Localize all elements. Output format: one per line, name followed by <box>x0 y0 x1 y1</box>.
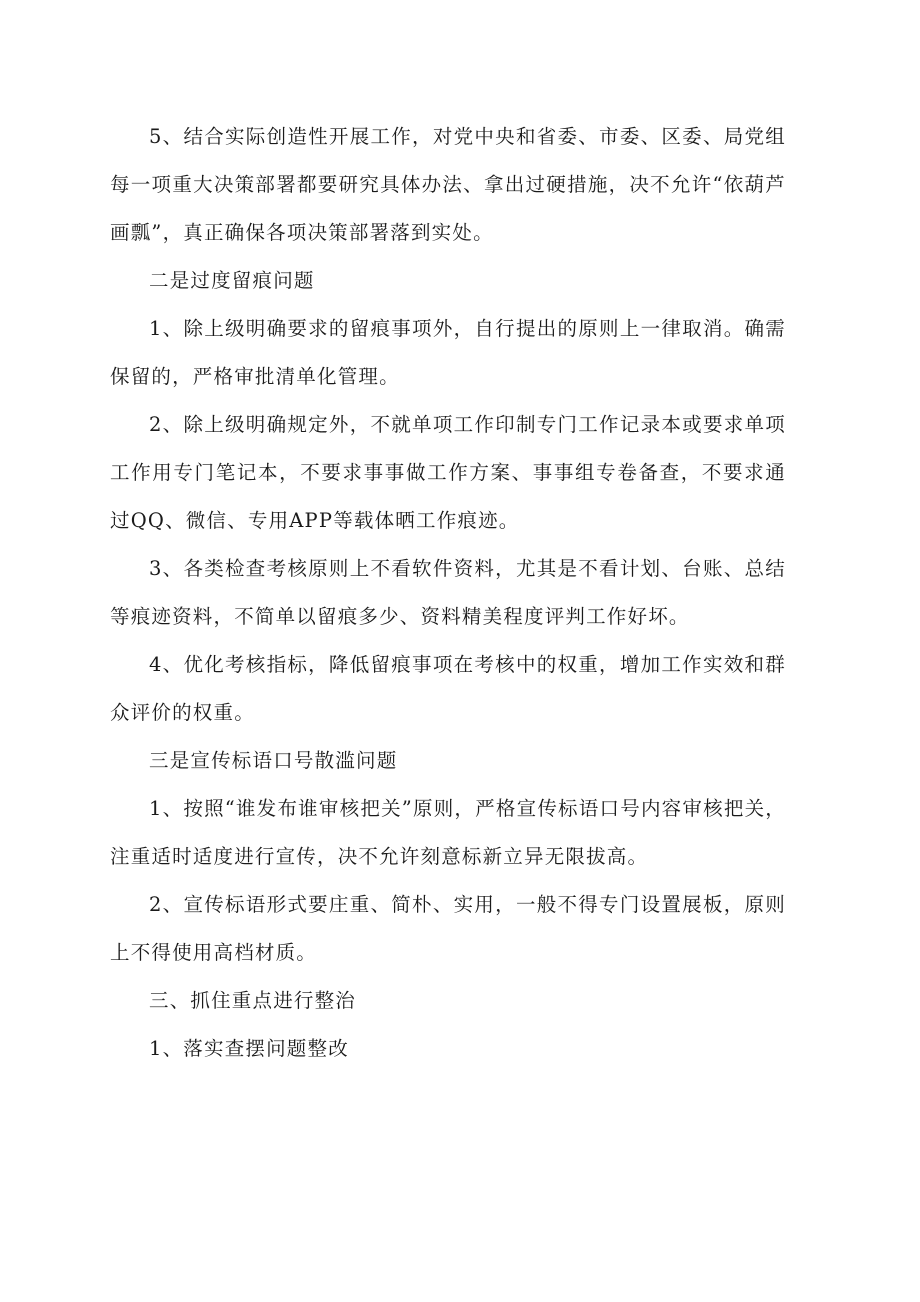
section-heading-excessive-traces: 二是过度留痕问题 <box>149 269 315 292</box>
paragraph-trace-item-1: 1、除上级明确要求的留痕事项外，自行提出的原则上一律取消。确需保留的，严格审批清单化管理。 <box>110 317 786 388</box>
paragraph-trace-item-4: 4、优化考核指标，降低留痕事项在考核中的权重，增加工作实效和群众评价的权重。 <box>110 653 786 724</box>
paragraph-trace-item-2: 2、除上级明确规定外，不就单项工作印制专门工作记录本或要求单项工作用专门笔记本，不要求事事做工作方案、事事组专卷备查，不要求通过QQ、微信、专用APP等载体晒工作痕迹。 <box>110 413 786 532</box>
document-body <box>110 113 786 1073</box>
paragraph-slogan-item-2: 2、宣传标语形式要庄重、简朴、实用，一般不得专门设置展板，原则上不得使用高档材质。 <box>110 893 786 964</box>
section-heading-slogans: 三是宣传标语口号散滥问题 <box>149 749 398 772</box>
section-heading-key-rectification: 三、抓住重点进行整治 <box>149 989 357 1012</box>
subheading-problem-rectification: 1、落实查摆问题整改 <box>149 1037 349 1060</box>
paragraph-trace-item-3: 3、各类检查考核原则上不看软件资料，尤其是不看计划、台账、总结等痕迹资料，不简单以留痕多少、资料精美程度评判工作好坏。 <box>110 557 786 628</box>
paragraph-decision-implementation: 5、结合实际创造性开展工作，对党中央和省委、市委、区委、局党组每一项重大决策部署都要研究具体办法、拿出过硬措施，决不允许“依葫芦画瓢”，真正确保各项决策部署落到实处。 <box>110 125 786 244</box>
paragraph-slogan-item-1: 1、按照“谁发布谁审核把关”原则，严格宣传标语口号内容审核把关，注重适时适度进行宣传，决不允许刻意标新立异无限拔高。 <box>110 797 786 868</box>
